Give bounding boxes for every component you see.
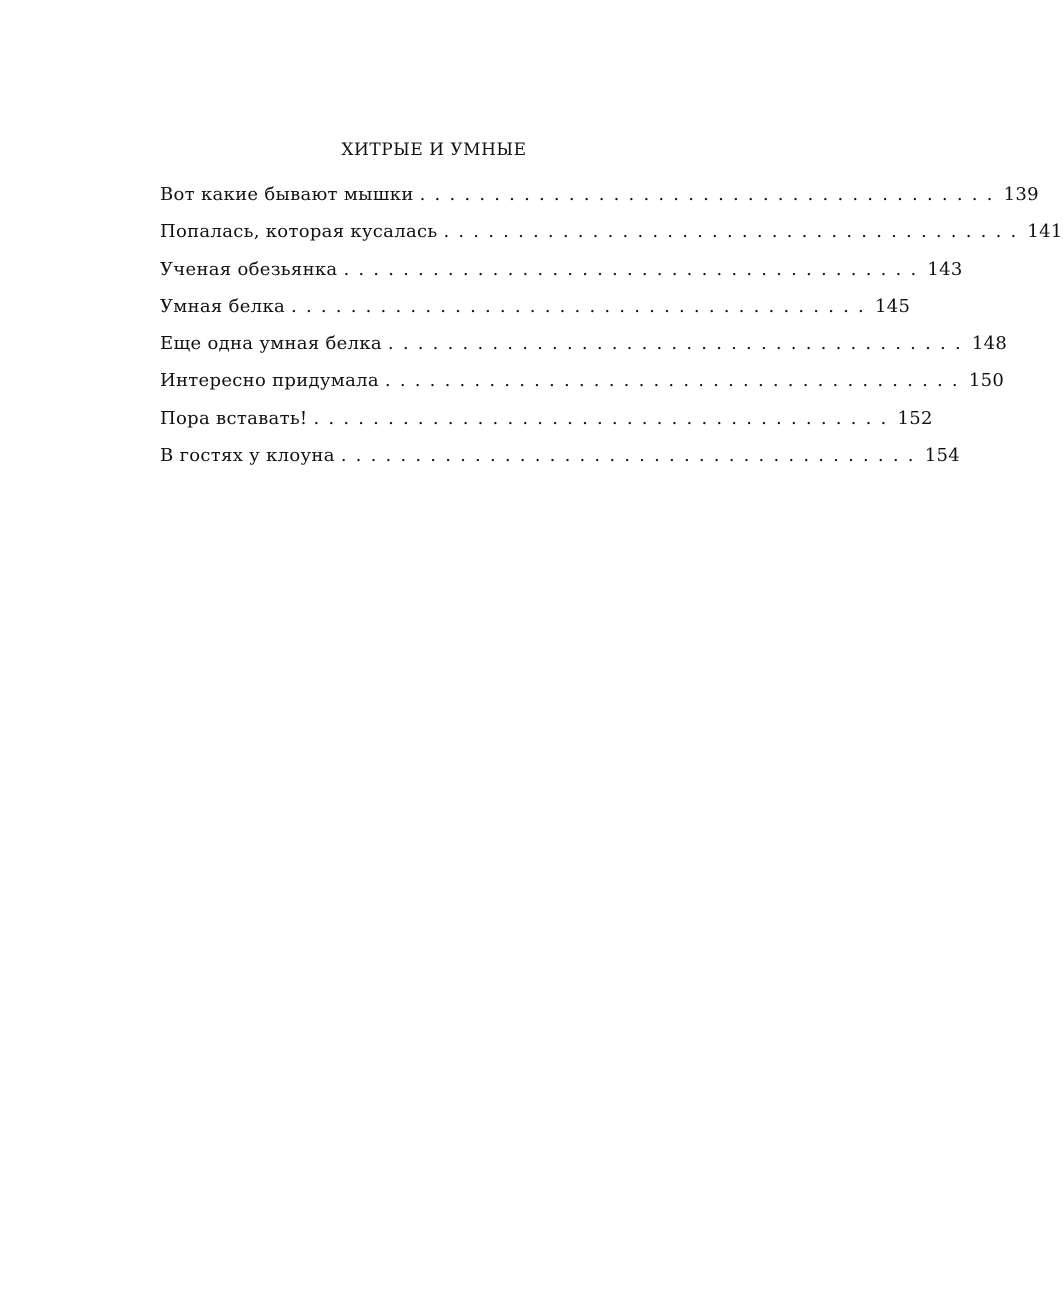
dot-leader: ....................................... bbox=[313, 407, 896, 429]
toc-entry-page: 150 bbox=[968, 370, 1005, 392]
toc-entry-page: 154 bbox=[924, 445, 960, 467]
toc-entry-page: 148 bbox=[971, 333, 1008, 355]
toc-entry-title: Вот какие бывают мышки bbox=[160, 184, 414, 205]
toc-entry-title: Попалась, которая кусалась bbox=[160, 221, 438, 243]
dot-leader: ....................................... bbox=[384, 370, 967, 392]
toc-entry bbox=[160, 445, 960, 482]
dot-leader: ....................................... bbox=[291, 295, 873, 317]
toc-entry-page: 141 bbox=[1027, 221, 1063, 243]
toc-entry-title: Еще одна умная белка bbox=[160, 333, 382, 355]
section-title: ХИТРЫЕ И УМНЫЕ bbox=[341, 140, 527, 160]
toc-entry-page: 145 bbox=[874, 295, 911, 317]
dot-leader: ....................................... bbox=[419, 184, 1002, 205]
dot-leader: ....................................... bbox=[443, 221, 1026, 243]
toc-entry-title: В гостях у клоуна bbox=[160, 445, 335, 467]
toc-entry bbox=[160, 407, 933, 445]
toc-entry bbox=[160, 295, 911, 333]
toc-entry bbox=[160, 370, 1005, 407]
dot-leader: ....................................... bbox=[387, 333, 970, 355]
toc-entry-title: Интересно придумала bbox=[160, 370, 379, 392]
dot-leader: ....................................... bbox=[343, 258, 926, 280]
toc-entry-title: Пора вставать! bbox=[160, 407, 308, 429]
toc-entry bbox=[160, 333, 1008, 370]
table-of-contents bbox=[160, 184, 1063, 482]
toc-entry-title: Умная белка bbox=[160, 295, 286, 317]
toc-entry bbox=[160, 184, 1039, 221]
toc-entry-page: 143 bbox=[927, 258, 963, 280]
toc-entry bbox=[160, 258, 963, 296]
toc-entry-title: Ученая обезьянка bbox=[160, 258, 338, 280]
toc-entry-page: 139 bbox=[1003, 184, 1039, 205]
dot-leader: ....................................... bbox=[340, 445, 923, 467]
toc-entry-page: 152 bbox=[897, 407, 933, 429]
toc-entry bbox=[160, 221, 1063, 258]
